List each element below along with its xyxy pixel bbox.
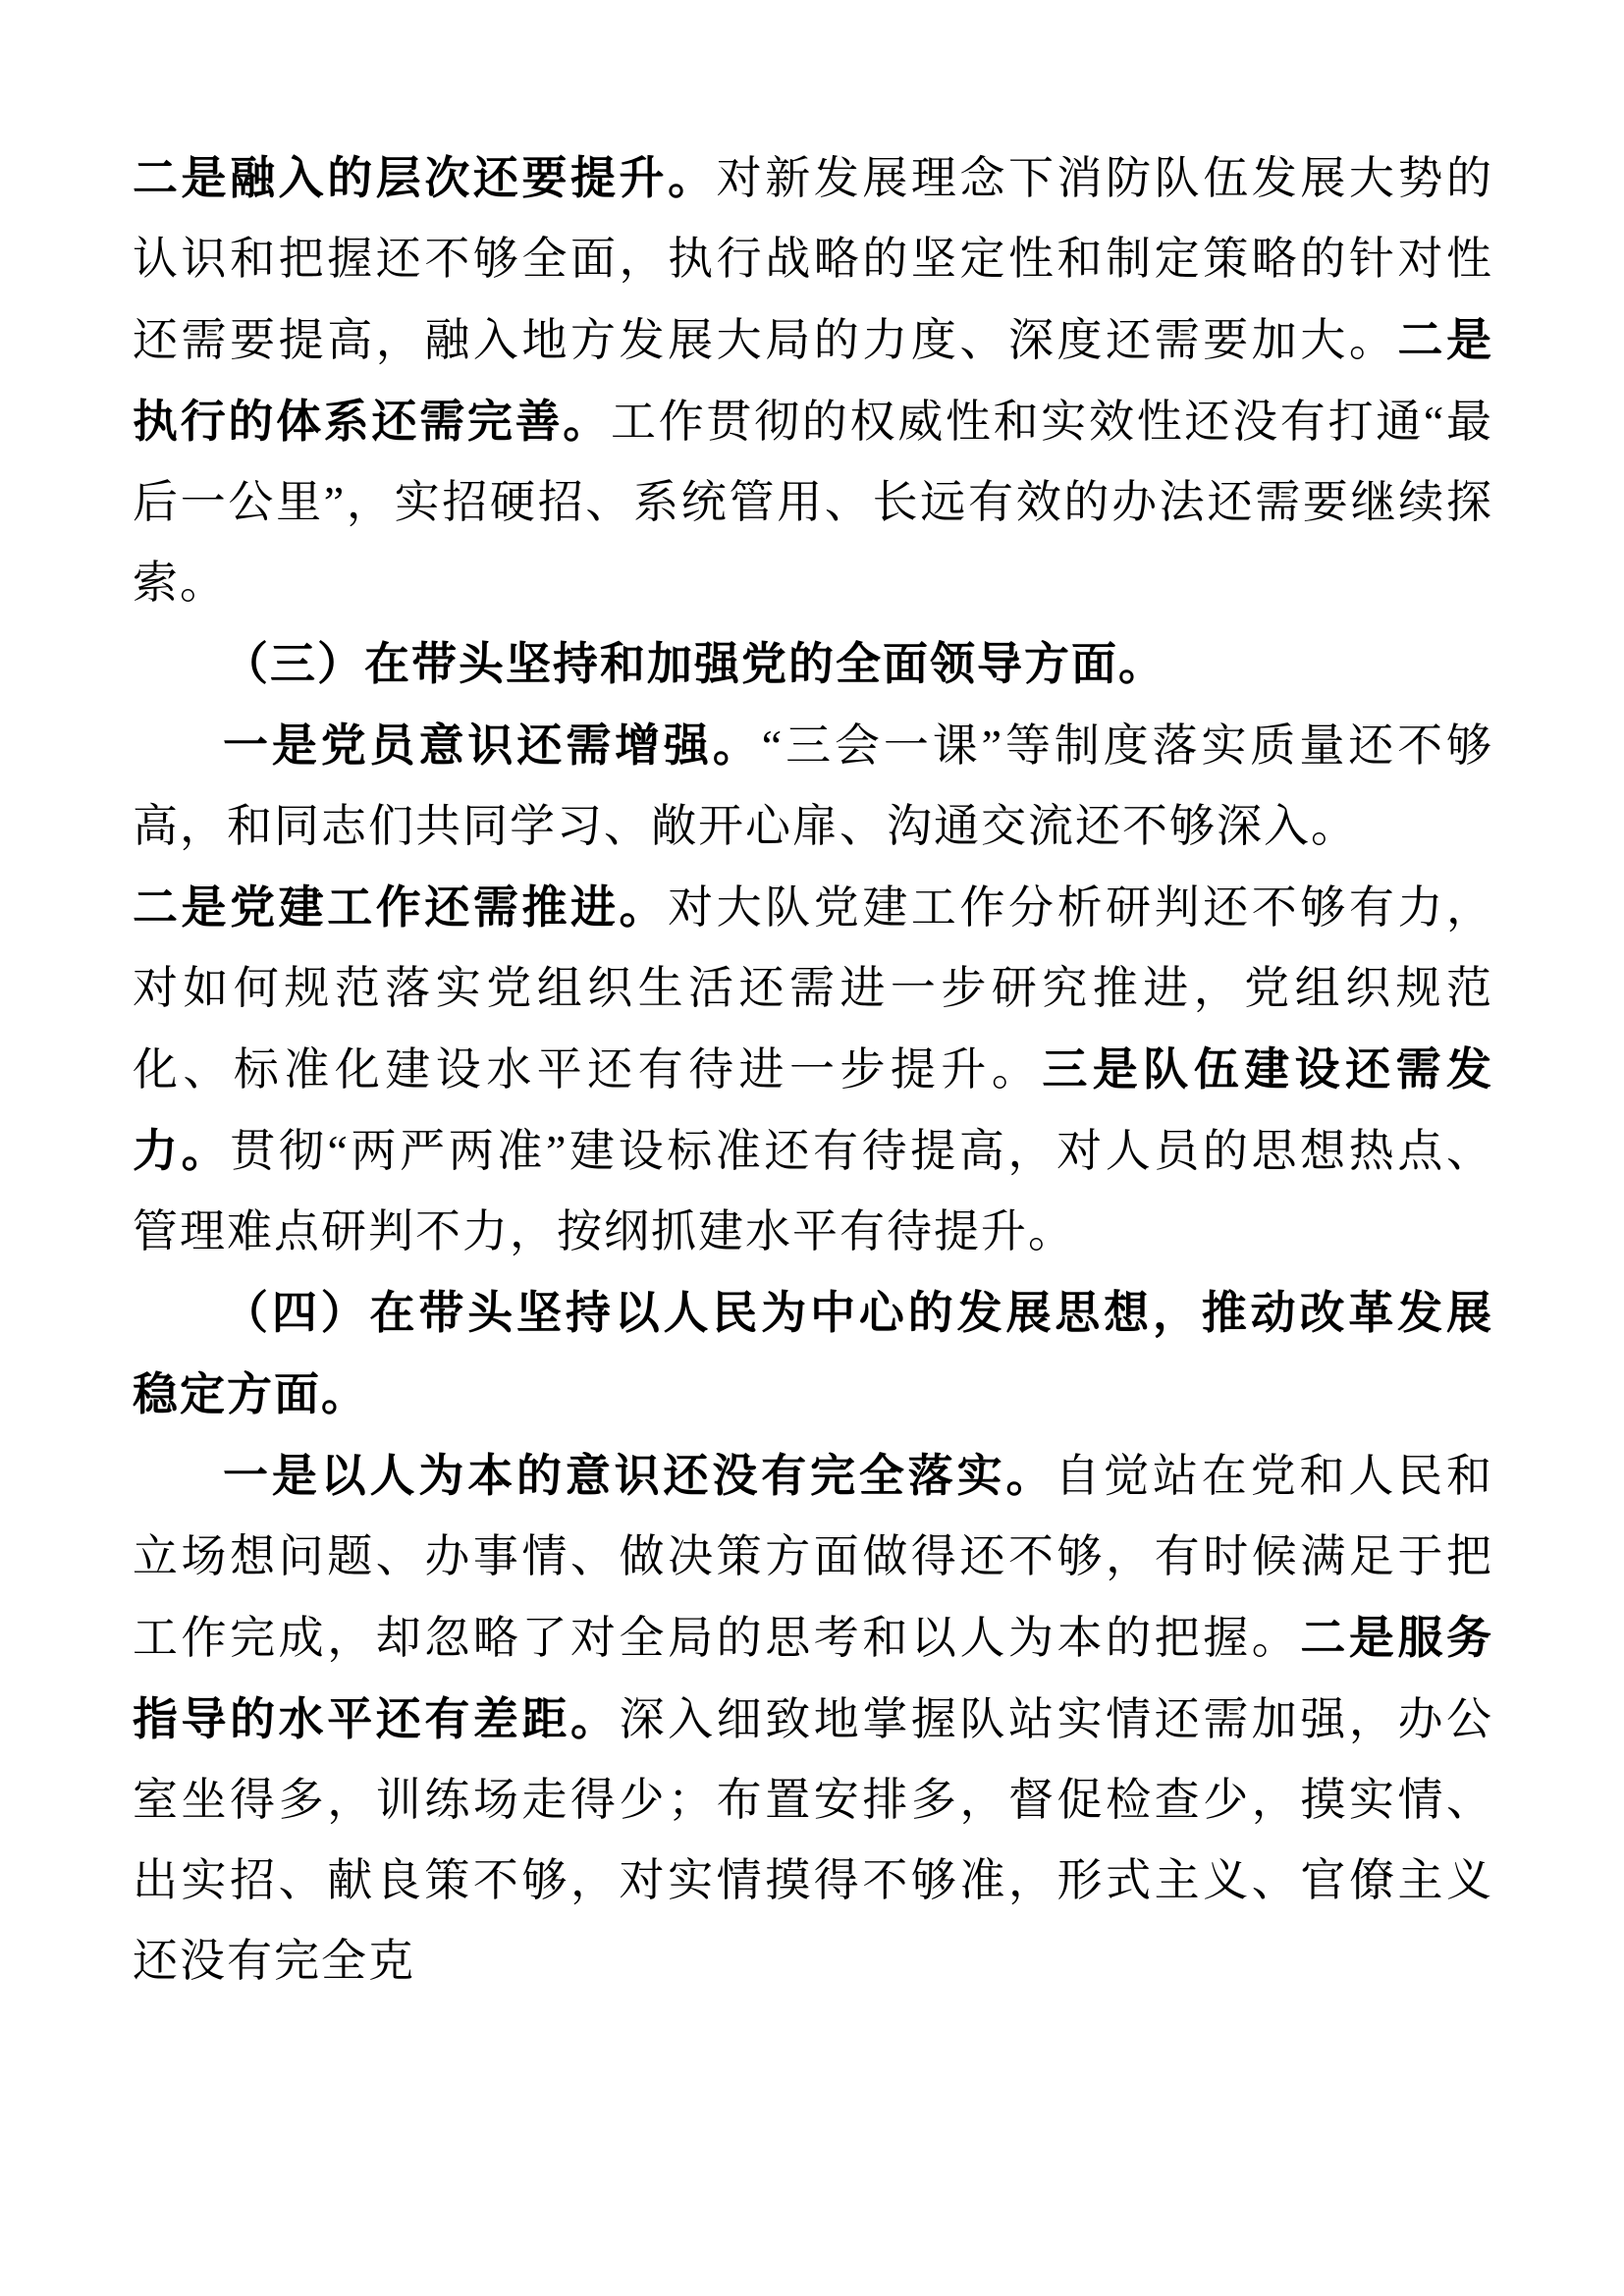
paragraph [133,623,1493,705]
bold-text-run: 二是执行的体系还需完善。 [133,314,1494,447]
text-run: 贯彻“两严两准”建设标准还有待提高，对人员的思想热点、管理难点研判不力，按纲抓建水平有待提升。 [133,1126,1493,1256]
bold-text-run: 二是服务指导的水平还有差距。 [133,1612,1494,1744]
bold-text-run: 二是党建工作还需推进。 [133,881,669,933]
text-run: 深入细致地掌握队站实情还需加强，办公室坐得多，训练场走得少；布置安排多，督促检查少，摸实情、出实招、献良策不够，对实情摸得不够准，形式主义、官僚主义还没有完全克 [133,1694,1494,1986]
paragraph [133,1272,1493,1435]
bold-text-run: 一是党员意识还需增强。 [223,720,762,771]
text-run: 工作贯彻的权威性和实效性还没有打通“最后一公里”，实招硬招、系统管用、长远有效的办法还需要继续探索。 [133,397,1494,608]
paragraph [133,137,1493,623]
text-run: 自觉站在党和人民和立场想问题、办事情、做决策方面做得还不够，有时候满足于把工作完成，却忽略了对全局的思考和以人为本的把握。 [133,1451,1494,1663]
paragraph [133,1435,1493,2002]
bold-text-run: 三是队伍建设还需发力。 [133,1043,1494,1176]
text-run: 对大队党建工作分析研判还不够有力，对如何规范落实党组织生活还需进一步研究推进，党组织规范化、标准化建设水平还有待进一步提升。 [133,882,1494,1095]
bold-text-run: （三）在带头坚持和加强党的全面领导方面。 [223,638,1165,689]
text-run: 对新发展理念下消防队伍发展大势的认识和把握还不够全面，执行战略的坚定性和制定策略的针对性还需要提高，融入地方发展大局的力度、深度还需要加大。 [133,153,1494,365]
bold-text-run: 一是以人为本的意识还没有完全落实。 [223,1450,1056,1501]
document-body [133,137,1493,2002]
paragraph [133,705,1493,867]
paragraph [133,867,1493,1272]
text-run: “三会一课”等制度落实质量还不够高，和同志们共同学习、敞开心扉、沟通交流还不够深入。 [133,721,1493,851]
bold-text-run: （四）在带头坚持以人民为中心的发展思想，推动改革发展稳定方面。 [133,1287,1493,1419]
bold-text-run: 二是融入的层次还要提升。 [133,152,717,203]
